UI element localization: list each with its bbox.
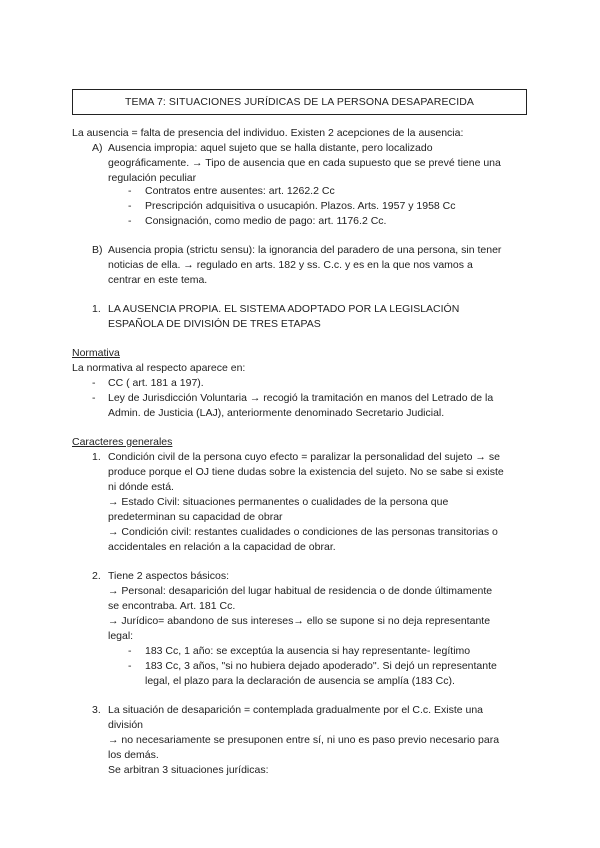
text-line: La situación de desaparición = contemplada gradualmente por el C.c. Existe una [108, 704, 484, 716]
text-line: ni dónde está. [108, 481, 174, 493]
page-title: TEMA 7: SITUACIONES JURÍDICAS DE LA PERSONA DESAPARECIDA [72, 89, 527, 115]
list-marker-a: A) [92, 142, 103, 154]
text-line: geográficamente. → Tipo de ausencia que en cada supuesto que se prevé tiene una [108, 157, 501, 169]
list-item: 183 Cc, 1 año: se exceptúa la ausencia si hay representante- legítimo [145, 645, 471, 657]
list-item: Consignación, como medio de pago: art. 1176.2 Cc. [145, 215, 387, 227]
list-item: CC ( art. 181 a 197). [108, 377, 204, 389]
text-line: → no necesariamente se presuponen entre sí, ni uno es paso previo necesario para [108, 734, 500, 746]
text-line: Ausencia propia (strictu sensu): la ignorancia del paradero de una persona, sin tener [108, 244, 502, 256]
text-line: Tiene 2 aspectos básicos: [108, 570, 230, 582]
list-item: 183 Cc, 3 años, "si no hubiera dejado apoderado". Si dejó un representante [145, 660, 497, 672]
bullet-dash: - [128, 645, 132, 657]
bullet-dash: - [92, 377, 96, 389]
text-line: La normativa al respecto aparece en: [72, 362, 246, 374]
list-item: Admin. de Justicia (LAJ), anteriormente denominado Secretario Judicial. [108, 407, 445, 419]
list-marker-b: B) [92, 244, 103, 256]
subheading-normativa: Normativa [72, 347, 120, 359]
text-line: accidentales en relación a la capacidad de obrar. [108, 541, 336, 553]
list-number: 1. [92, 451, 101, 463]
section-heading: LA AUSENCIA PROPIA. EL SISTEMA ADOPTADO POR LA LEGISLACIÓN [108, 303, 460, 315]
text-line: predeterminan su capacidad de obrar [108, 511, 283, 523]
list-number: 2. [92, 570, 101, 582]
text-line: regulación peculiar [108, 172, 197, 184]
subheading-caracteres: Caracteres generales [72, 436, 173, 448]
text-line: centrar en este tema. [108, 274, 208, 286]
bullet-dash: - [92, 392, 96, 404]
bullet-dash: - [128, 200, 132, 212]
text-line: Se arbitran 3 situaciones jurídicas: [108, 764, 269, 776]
list-item: Ley de Jurisdicción Voluntaria → recogió la tramitación en manos del Letrado de la [108, 392, 494, 404]
text-line: legal: [108, 630, 134, 642]
section-heading: ESPAÑOLA DE DIVISIÓN DE TRES ETAPAS [108, 318, 321, 330]
section-number: 1. [92, 303, 101, 315]
text-line: → Jurídico= abandono de sus intereses→ ello se supone si no deja representante [108, 615, 491, 627]
text-line: → Estado Civil: situaciones permanentes o cualidades de la persona que [108, 496, 449, 508]
text-line: → Condición civil: restantes cualidades o condiciones de las personas transitorias o [108, 526, 498, 538]
intro-paragraph: La ausencia = falta de presencia del individuo. Existen 2 acepciones de la ausencia: [72, 127, 464, 139]
text-line: división [108, 719, 144, 731]
bullet-dash: - [128, 185, 132, 197]
bullet-dash: - [128, 215, 132, 227]
text-line: se encontraba. Art. 181 Cc. [108, 600, 236, 612]
list-item: legal, el plazo para la declaración de ausencia se amplía (183 Cc). [145, 675, 455, 687]
text-line: Condición civil de la persona cuyo efecto = paralizar la personalidad del sujeto → se [108, 451, 500, 463]
text-line: produce porque el OJ tiene dudas sobre la existencia del sujeto. No se sabe si existe [108, 466, 504, 478]
bullet-dash: - [128, 660, 132, 672]
text-line: Ausencia impropia: aquel sujeto que se halla distante, pero localizado [108, 142, 433, 154]
list-item: Contratos entre ausentes: art. 1262.2 Cc [145, 185, 335, 197]
text-line: los demás. [108, 749, 159, 761]
text-line: → Personal: desaparición del lugar habitual de residencia o de donde últimamente [108, 585, 493, 597]
text-line: noticias de ella. → regulado en arts. 182 y ss. C.c. y es en la que nos vamos a [108, 259, 473, 271]
list-item: Prescripción adquisitiva o usucapión. Plazos. Arts. 1957 y 1958 Cc [145, 200, 456, 212]
list-number: 3. [92, 704, 101, 716]
